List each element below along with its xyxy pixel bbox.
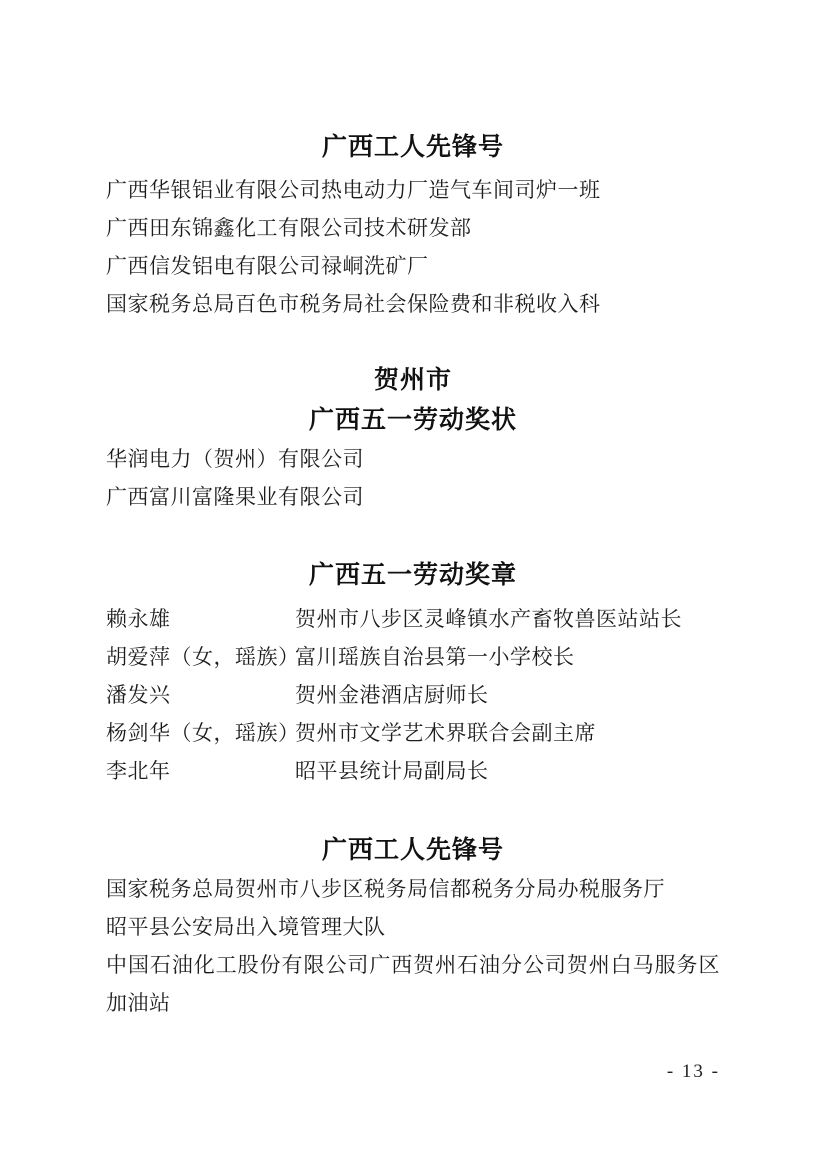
page-number: - 13 - xyxy=(666,1061,720,1082)
award-item: 广西富川富隆果业有限公司 xyxy=(106,485,364,509)
awardee-name: 胡爱萍（女，瑶族） xyxy=(106,645,300,669)
awardee-title: 贺州市八步区灵峰镇水产畜牧兽医站站长 xyxy=(295,607,682,631)
award-list-baise-pioneer xyxy=(106,171,720,323)
awardee-row xyxy=(106,752,720,790)
award-list-labor-certificate xyxy=(106,440,720,516)
awardee-title: 富川瑶族自治县第一小学校长 xyxy=(295,645,575,669)
awardee-name: 李北年 xyxy=(106,759,171,783)
award-item: 昭平县公安局出入境管理大队 xyxy=(106,915,386,939)
section-heading-pioneer-hezhou: 广西工人先锋号 xyxy=(321,836,504,864)
awardee-row xyxy=(106,714,720,752)
award-item: 华润电力（贺州）有限公司 xyxy=(106,447,364,471)
awardee-row xyxy=(106,600,720,638)
awardee-title: 昭平县统计局副局长 xyxy=(295,759,489,783)
award-item: 国家税务总局百色市税务局社会保险费和非税收入科 xyxy=(106,292,601,316)
awardee-name: 赖永雄 xyxy=(106,607,171,631)
award-item: 广西信发铝电有限公司禄峒洗矿厂 xyxy=(106,254,429,278)
awardee-title: 贺州金港酒店厨师长 xyxy=(295,683,489,707)
section-heading-labor-certificate: 广西五一劳动奖状 xyxy=(308,406,517,434)
award-item: 广西田东锦鑫化工有限公司技术研发部 xyxy=(106,216,472,240)
award-list-hezhou-pioneer xyxy=(106,870,720,1022)
awardee-title: 贺州市文学艺术界联合会副主席 xyxy=(295,721,596,745)
awardee-name: 杨剑华（女，瑶族） xyxy=(106,721,300,745)
awardee-name: 潘发兴 xyxy=(106,683,171,707)
award-item: 国家税务总局贺州市八步区税务局信都税务分局办税服务厅 xyxy=(106,877,665,901)
award-item: 广西华银铝业有限公司热电动力厂造气车间司炉一班 xyxy=(106,178,601,202)
city-heading-hezhou: 贺州市 xyxy=(373,366,452,394)
section-heading-labor-medal: 广西五一劳动奖章 xyxy=(308,561,517,589)
awardee-row xyxy=(106,676,720,714)
section-heading-pioneer-baise: 广西工人先锋号 xyxy=(321,133,504,161)
awardee-row xyxy=(106,638,720,676)
awardee-table xyxy=(106,600,720,790)
award-item: 中国石油化工股份有限公司广西贺州石油分公司贺州白马服务区加油站 xyxy=(106,953,720,1015)
